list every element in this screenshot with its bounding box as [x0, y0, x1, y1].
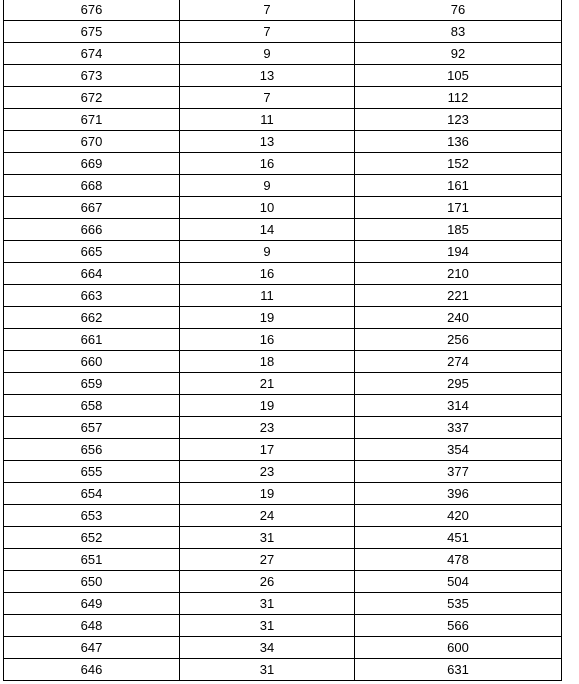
count-cell: 9 — [180, 241, 355, 263]
score-cell: 668 — [4, 175, 180, 197]
table-row — [4, 241, 562, 263]
score-cell: 662 — [4, 307, 180, 329]
score-cell: 646 — [4, 659, 180, 681]
score-cell: 659 — [4, 373, 180, 395]
table-row — [4, 153, 562, 175]
cumulative-cell: 171 — [355, 197, 562, 219]
score-cell: 655 — [4, 461, 180, 483]
count-cell: 7 — [180, 21, 355, 43]
cumulative-cell: 314 — [355, 395, 562, 417]
count-cell: 31 — [180, 615, 355, 637]
score-cell: 651 — [4, 549, 180, 571]
table-row — [4, 659, 562, 681]
score-cell: 648 — [4, 615, 180, 637]
table-row — [4, 263, 562, 285]
table-row — [4, 197, 562, 219]
table-body — [4, 0, 562, 681]
cumulative-cell: 92 — [355, 43, 562, 65]
count-cell: 31 — [180, 593, 355, 615]
table-row — [4, 461, 562, 483]
cumulative-cell: 274 — [355, 351, 562, 373]
table-row — [4, 87, 562, 109]
table-row — [4, 571, 562, 593]
cumulative-cell: 185 — [355, 219, 562, 241]
cumulative-cell: 420 — [355, 505, 562, 527]
table-row — [4, 637, 562, 659]
table-row — [4, 285, 562, 307]
table-row — [4, 329, 562, 351]
cumulative-cell: 295 — [355, 373, 562, 395]
score-cell: 647 — [4, 637, 180, 659]
count-cell: 19 — [180, 307, 355, 329]
score-cell: 676 — [4, 0, 180, 21]
table-row — [4, 351, 562, 373]
score-cell: 665 — [4, 241, 180, 263]
cumulative-cell: 354 — [355, 439, 562, 461]
cumulative-cell: 337 — [355, 417, 562, 439]
count-cell: 13 — [180, 65, 355, 87]
table-row — [4, 109, 562, 131]
count-cell: 16 — [180, 329, 355, 351]
count-cell: 23 — [180, 417, 355, 439]
cumulative-cell: 600 — [355, 637, 562, 659]
cumulative-cell: 504 — [355, 571, 562, 593]
score-cell: 654 — [4, 483, 180, 505]
count-cell: 31 — [180, 527, 355, 549]
count-cell: 19 — [180, 483, 355, 505]
table-row — [4, 417, 562, 439]
score-distribution-table — [3, 0, 562, 681]
count-cell: 26 — [180, 571, 355, 593]
cumulative-cell: 123 — [355, 109, 562, 131]
score-cell: 667 — [4, 197, 180, 219]
table-row — [4, 219, 562, 241]
cumulative-cell: 105 — [355, 65, 562, 87]
table-row — [4, 549, 562, 571]
count-cell: 14 — [180, 219, 355, 241]
table-row — [4, 395, 562, 417]
cumulative-cell: 136 — [355, 131, 562, 153]
score-cell: 649 — [4, 593, 180, 615]
count-cell: 31 — [180, 659, 355, 681]
count-cell: 17 — [180, 439, 355, 461]
score-cell: 664 — [4, 263, 180, 285]
cumulative-cell: 161 — [355, 175, 562, 197]
score-cell: 661 — [4, 329, 180, 351]
table-row — [4, 615, 562, 637]
cumulative-cell: 631 — [355, 659, 562, 681]
score-cell: 670 — [4, 131, 180, 153]
cumulative-cell: 76 — [355, 0, 562, 21]
cumulative-cell: 112 — [355, 87, 562, 109]
count-cell: 13 — [180, 131, 355, 153]
score-cell: 673 — [4, 65, 180, 87]
score-cell: 656 — [4, 439, 180, 461]
table-row — [4, 0, 562, 21]
table-row — [4, 175, 562, 197]
count-cell: 24 — [180, 505, 355, 527]
count-cell: 16 — [180, 263, 355, 285]
score-cell: 652 — [4, 527, 180, 549]
score-cell: 672 — [4, 87, 180, 109]
cumulative-cell: 396 — [355, 483, 562, 505]
score-cell: 675 — [4, 21, 180, 43]
count-cell: 11 — [180, 285, 355, 307]
table-row — [4, 21, 562, 43]
table-row — [4, 65, 562, 87]
count-cell: 11 — [180, 109, 355, 131]
cumulative-cell: 83 — [355, 21, 562, 43]
score-cell: 674 — [4, 43, 180, 65]
score-cell: 671 — [4, 109, 180, 131]
count-cell: 16 — [180, 153, 355, 175]
score-cell: 653 — [4, 505, 180, 527]
table-row — [4, 505, 562, 527]
score-cell: 657 — [4, 417, 180, 439]
cumulative-cell: 240 — [355, 307, 562, 329]
count-cell: 9 — [180, 175, 355, 197]
cumulative-cell: 221 — [355, 285, 562, 307]
count-cell: 10 — [180, 197, 355, 219]
score-cell: 666 — [4, 219, 180, 241]
cumulative-cell: 478 — [355, 549, 562, 571]
table-row — [4, 483, 562, 505]
table-row — [4, 43, 562, 65]
cumulative-cell: 194 — [355, 241, 562, 263]
table-row — [4, 131, 562, 153]
table-row — [4, 439, 562, 461]
score-cell: 658 — [4, 395, 180, 417]
count-cell: 23 — [180, 461, 355, 483]
score-cell: 650 — [4, 571, 180, 593]
cumulative-cell: 256 — [355, 329, 562, 351]
cumulative-cell: 152 — [355, 153, 562, 175]
table-row — [4, 307, 562, 329]
count-cell: 18 — [180, 351, 355, 373]
count-cell: 27 — [180, 549, 355, 571]
cumulative-cell: 451 — [355, 527, 562, 549]
table-row — [4, 593, 562, 615]
score-cell: 660 — [4, 351, 180, 373]
count-cell: 19 — [180, 395, 355, 417]
count-cell: 34 — [180, 637, 355, 659]
cumulative-cell: 535 — [355, 593, 562, 615]
count-cell: 7 — [180, 0, 355, 21]
cumulative-cell: 210 — [355, 263, 562, 285]
count-cell: 9 — [180, 43, 355, 65]
score-cell: 669 — [4, 153, 180, 175]
score-cell: 663 — [4, 285, 180, 307]
table-row — [4, 373, 562, 395]
cumulative-cell: 566 — [355, 615, 562, 637]
table-row — [4, 527, 562, 549]
cumulative-cell: 377 — [355, 461, 562, 483]
count-cell: 21 — [180, 373, 355, 395]
count-cell: 7 — [180, 87, 355, 109]
